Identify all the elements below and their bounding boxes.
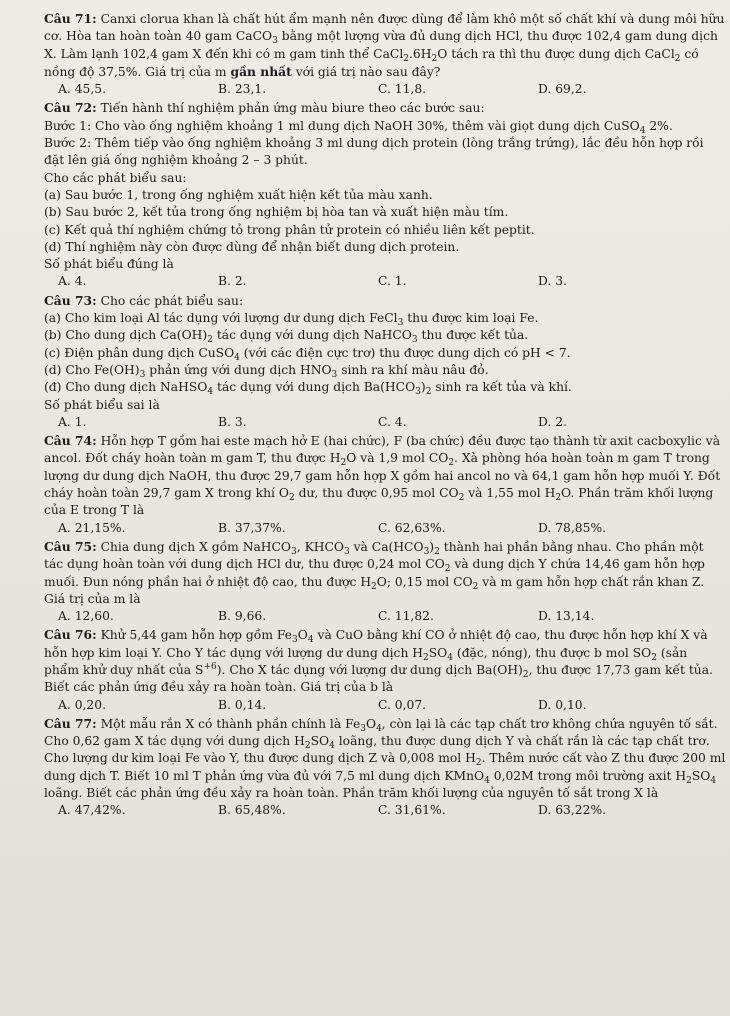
option-b[interactable]: B. 3. xyxy=(218,414,247,429)
option-a[interactable]: A. 45,5. xyxy=(58,82,106,97)
option-b[interactable]: B. 0,14. xyxy=(218,697,267,712)
option-a[interactable]: A. 21,15%. xyxy=(58,520,126,535)
answer-options xyxy=(44,81,726,98)
question-74 xyxy=(44,432,726,537)
question-74-text: Câu 74: Hỗn hợp T gồm hai este mạch hở E (hai chức), F (ba chức) đều được tạo thành từ axit cacboxylic và ancol. Đốt cháy hoàn toàn m gam T, thu được $H_2O$ và 1,9 mol $CO_2$. Xà phòng hóa hoàn toàn m gam T trong lượng dư dung dịch NaOH, thu được 29,7 gam hỗn hợp X gồm hai ancol no và 64,1 gam hỗn hợp muối Y. Đốt cháy hoàn toàn 29,7 gam X trong khí $O_2$ dư, thu được 0,95 mol $CO_2$ và 1,55 mol $H_2O$. Phần trăm khối lượng của E trong T là xyxy=(44,433,721,518)
option-b[interactable]: B. 2. xyxy=(218,274,247,289)
statement-b: (b) Sau bước 2, kết tủa trong ống nghiệm bị hòa tan và xuất hiện màu tím. xyxy=(44,205,509,220)
option-c[interactable]: C. 11,82. xyxy=(378,609,434,624)
option-c[interactable]: C. 4. xyxy=(378,414,407,429)
question-75 xyxy=(44,538,726,625)
option-a[interactable]: A. 1. xyxy=(58,414,87,429)
option-d[interactable]: D. 2. xyxy=(538,414,567,429)
option-c[interactable]: C. 0,07. xyxy=(378,697,427,712)
question-76 xyxy=(44,626,726,713)
option-c[interactable]: C. 1. xyxy=(378,274,407,289)
option-b[interactable]: B. 9,66. xyxy=(218,609,267,624)
statement-a: (a) Sau bước 1, trong ống nghiệm xuất hiện kết tủa màu xanh. xyxy=(44,187,433,202)
statement-lead: Cho các phát biểu sau: xyxy=(44,170,187,185)
step-2: Bước 2: Thêm tiếp vào ống nghiệm khoảng 3 ml dung dịch protein (lòng trắng trứng), lắc đều hỗn hợp rồi đặt lên giá ống nghiệm khoảng 2 – 3 phút. xyxy=(44,136,704,168)
question-label: Câu 71: xyxy=(44,11,97,26)
option-d[interactable]: D. 13,14. xyxy=(538,609,595,624)
option-d[interactable]: D. 78,85%. xyxy=(538,520,607,535)
statement-d: (d) Thí nghiệm này còn được dùng để nhận biết dung dịch protein. xyxy=(44,239,460,254)
answer-options xyxy=(44,273,726,290)
answer-options xyxy=(44,802,726,819)
option-a[interactable]: A. 12,60. xyxy=(58,609,114,624)
option-c[interactable]: C. 62,63%. xyxy=(378,520,446,535)
statement-dd: (đ) Cho dung dịch NaHSO$_4$ tác dụng với dung dịch $Ba(HCO_3)_2$ sinh ra kết tủa và khí. xyxy=(44,380,572,398)
answer-options xyxy=(44,608,726,625)
option-d[interactable]: D. 69,2. xyxy=(538,82,587,97)
option-b[interactable]: B. 65,48%. xyxy=(218,803,286,818)
question-label: Câu 72: xyxy=(44,100,97,116)
option-b[interactable]: B. 37,37%. xyxy=(218,520,286,535)
question-label: Câu 77: xyxy=(44,715,97,731)
option-d[interactable]: D. 63,22%. xyxy=(538,803,607,818)
question-73 xyxy=(44,292,726,431)
answer-options xyxy=(44,414,726,431)
answer-options xyxy=(44,520,726,537)
question-label: Câu 75: xyxy=(44,538,97,554)
question-label: Câu 73: xyxy=(44,292,97,308)
option-d[interactable]: D. 3. xyxy=(538,274,567,289)
option-c[interactable]: C. 31,61%. xyxy=(378,803,446,818)
question-73-intro: Câu 73: Cho các phát biểu sau: xyxy=(44,292,244,308)
question-76-text: Câu 76: Khử 5,44 gam hỗn hợp gồm $Fe_3O_4$ và CuO bằng khí CO ở nhiệt độ cao, thu được hỗn hợp khí X và hỗn hợp kim loại Y. Cho Y tác dụng với lượng dư dung dịch $H_2SO_4$ (đặc, nóng), thu được b mol $SO_2$ (sản phẩm khử duy nhất của $S^{+6}$). Cho X tác dụng với lượng dư dung dịch $Ba(OH)_2$, thu được 17,73 gam kết tủa. Biết các phản ứng đều xảy ra hoàn toàn. Giá trị của b là xyxy=(44,627,713,695)
question-71-text: Câu 71: Canxi clorua khan là chất hút ẩm mạnh nên được dùng để làm khô một số chất khí và dung môi hữu cơ. Hòa tan hoàn toàn 40 gam CaCO$_3$ bằng một lượng vừa đủ dung dịch HCl, thu được 102,4 gam dung dịch X. Làm lạnh 102,4 gam X đến khi có m gam tinh thể $CaCl_2.6H_2O$ tách ra thì thu được dung dịch CaCl$_2$ có nồng độ 37,5%. Giá trị của m gần nhất với giá trị nào sau đây? xyxy=(44,11,725,79)
option-d[interactable]: D. 0,10. xyxy=(538,697,587,712)
statement-a: (a) Cho kim loại Al tác dụng với lượng dư dung dịch FeCl$_3$ thu được kim loại Fe. xyxy=(44,311,539,329)
question-72-intro: Câu 72: Tiến hành thí nghiệm phản ứng màu biure theo các bước sau: xyxy=(44,100,485,116)
option-b[interactable]: B. 23,1. xyxy=(218,82,267,97)
option-c[interactable]: C. 11,8. xyxy=(378,82,427,97)
statement-c: (c) Điện phân dung dịch CuSO$_4$ (với các điện cực trơ) thu được dung dịch có pH < 7. xyxy=(44,345,571,363)
option-a[interactable]: A. 47,42%. xyxy=(58,803,126,818)
question-75-text: Câu 75: Chia dung dịch X gồm NaHCO$_3$, $KHCO_3$ và $Ca(HCO_3)_2$ thành hai phần bằng nhau. Cho phần một tác dụng hoàn toàn với dung dịch HCl dư, thu được 0,24 mol $CO_2$ và dung dịch Y chứa 14,46 gam hỗn hợp muối. Đun nóng phần hai ở nhiệt độ cao, thu được $H_2O$; 0,15 mol $CO_2$ và m gam hỗn hợp chất rắn khan Z. Giá trị của m là xyxy=(44,538,705,606)
answer-options xyxy=(44,697,726,714)
question-72 xyxy=(44,99,726,290)
question-ask: Số phát biểu đúng là xyxy=(44,257,174,272)
statement-c: (c) Kết quả thí nghiệm chứng tỏ trong phân tử protein có nhiều liên kết peptit. xyxy=(44,222,535,237)
question-label: Câu 76: xyxy=(44,627,97,643)
question-71 xyxy=(44,10,726,98)
option-a[interactable]: A. 0,20. xyxy=(58,697,106,712)
statement-b: (b) Cho dung dịch $Ca(OH)_2$ tác dụng với dung dịch NaHCO$_3$ thu được kết tủa. xyxy=(44,328,529,346)
step-1: Bước 1: Cho vào ống nghiệm khoảng 1 ml dung dịch NaOH 30%, thêm vài giọt dung dịch CuSO$_4$ 2%. xyxy=(44,118,673,136)
option-a[interactable]: A. 4. xyxy=(58,274,87,289)
question-label: Câu 74: xyxy=(44,433,97,449)
question-ask: Số phát biểu sai là xyxy=(44,397,160,412)
question-77 xyxy=(44,715,726,820)
statement-d: (d) Cho $Fe(OH)_3$ phản ứng với dung dịch $HNO_3$ sinh ra khí màu nâu đỏ. xyxy=(44,362,489,380)
question-77-text: Câu 77: Một mẫu rắn X có thành phần chính là $Fe_3O_4$, còn lại là các tạp chất trơ không chứa nguyên tố sắt. Cho 0,62 gam X tác dụng với dung dịch $H_2SO_4$ loãng, thu được dung dịch Y và chất rắn là các tạp chất trơ. Cho lượng dư kim loại Fe vào Y, thu được dung dịch Z và 0,008 mol $H_2$. Thêm nước cất vào Z thu được 200 ml dung dịch T. Biết 10 ml T phản ứng vừa đủ với 7,5 ml dung dịch KMnO$_4$ 0,02M trong môi trường axit $H_2SO_4$ loãng. Biết các phản ứng đều xảy ra hoàn toàn. Phần trăm khối lượng của nguyên tố sắt trong X là xyxy=(44,715,726,801)
